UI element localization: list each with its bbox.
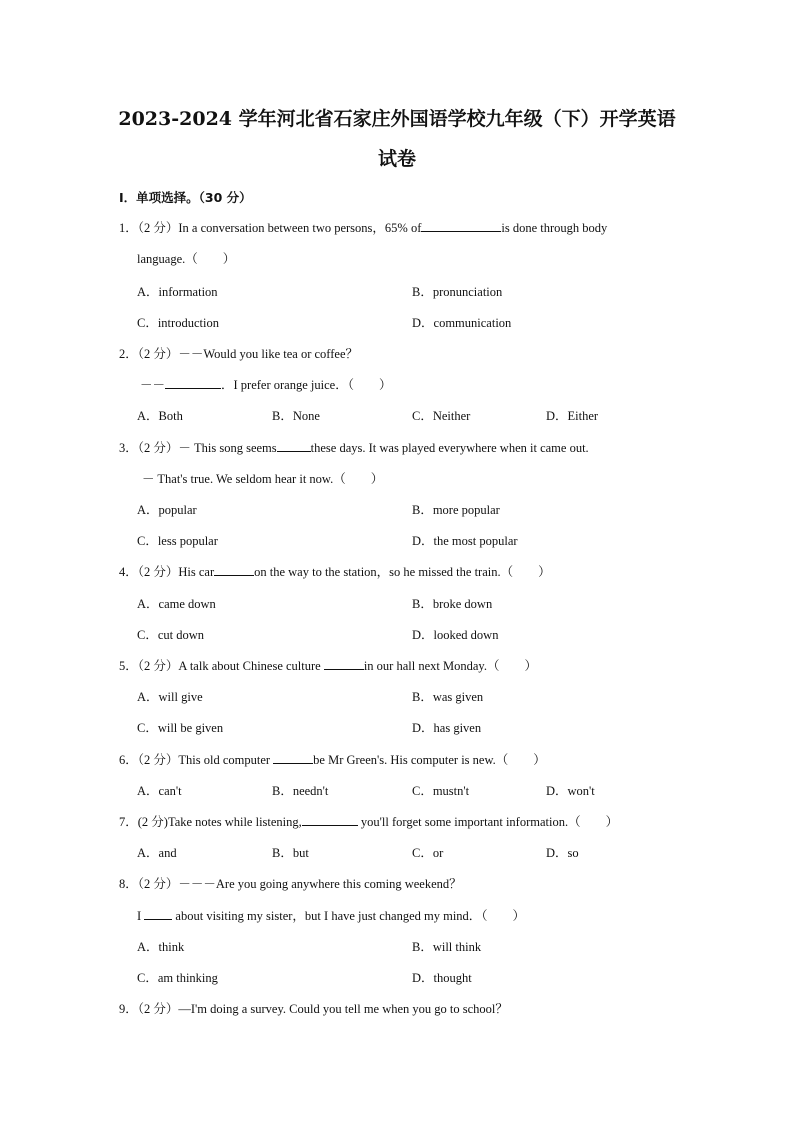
- q6-option-c[interactable]: C．mustn't: [412, 784, 470, 798]
- question-9: 9．（2 分）—I'm doing a survey. Could you tell me when you go to school？: [119, 1002, 508, 1016]
- q7-option-d[interactable]: D．so: [546, 846, 579, 860]
- q2-option-c[interactable]: C．Neither: [412, 409, 471, 423]
- q4-option-b[interactable]: B．broke down: [412, 597, 493, 611]
- page-title-line1: 2023-2024 学年河北省石家庄外国语学校九年级（下）开学英语: [118, 108, 676, 130]
- q3-option-a[interactable]: A．popular: [137, 503, 197, 517]
- q8-option-a[interactable]: A．think: [137, 940, 185, 954]
- q2-option-d[interactable]: D．Either: [546, 409, 599, 423]
- q8-option-b[interactable]: B．will think: [412, 940, 482, 954]
- question-8-cont: I about visiting my sister，but I have just changed my mind．（ ）: [137, 909, 526, 923]
- q6-option-a[interactable]: A．can't: [137, 784, 182, 798]
- q8-option-d[interactable]: D．thought: [412, 971, 472, 985]
- answer-blank: [273, 751, 313, 764]
- question-3: 3．（2 分）－ This song seems these days. It was played everywhere when it came out.: [119, 441, 589, 455]
- answer-blank: [421, 219, 501, 232]
- question-4: 4．（2 分）His car on the way to the station，so he missed the train.（ ）: [119, 565, 551, 579]
- question-3-cont: － That's true. We seldom hear it now.（ ）: [142, 472, 384, 486]
- answer-blank: [144, 907, 172, 920]
- page-title-line2: 试卷: [377, 148, 416, 170]
- answer-blank: [277, 439, 311, 452]
- q3-option-d[interactable]: D．the most popular: [412, 534, 518, 548]
- answer-blank: [324, 657, 364, 670]
- question-5: 5．（2 分）A talk about Chinese culture in our hall next Monday.（ ）: [119, 659, 537, 673]
- q1-option-c[interactable]: C．introduction: [137, 316, 219, 330]
- q5-option-c[interactable]: C．will be given: [137, 721, 224, 735]
- q1-option-a[interactable]: A．information: [137, 285, 218, 299]
- q7-option-c[interactable]: C．or: [412, 846, 444, 860]
- question-1-cont: language.（ ）: [137, 252, 236, 266]
- q6-option-d[interactable]: D．won't: [546, 784, 595, 798]
- question-7: 7．(2 分)Take notes while listening, you'll forget some important information.（ ）: [119, 815, 619, 829]
- q1-option-b[interactable]: B．pronunciation: [412, 285, 503, 299]
- q5-option-d[interactable]: D．has given: [412, 721, 482, 735]
- question-1: 1．（2 分）In a conversation between two persons，65% of is done through body: [119, 221, 608, 235]
- q2-option-a[interactable]: A．Both: [137, 409, 183, 423]
- q4-option-c[interactable]: C．cut down: [137, 628, 205, 642]
- q2-option-b[interactable]: B．None: [272, 409, 320, 423]
- q8-option-c[interactable]: C．am thinking: [137, 971, 218, 985]
- answer-blank: [165, 376, 221, 389]
- question-2-cont: －－ ．I prefer orange juice．（ ）: [140, 378, 392, 392]
- q6-option-b[interactable]: B．needn't: [272, 784, 329, 798]
- q3-option-c[interactable]: C．less popular: [137, 534, 218, 548]
- q3-option-b[interactable]: B．more popular: [412, 503, 500, 517]
- section-heading: Ⅰ．单项选择。（30 分）: [119, 190, 252, 205]
- q5-option-a[interactable]: A．will give: [137, 690, 203, 704]
- q7-option-b[interactable]: B．but: [272, 846, 309, 860]
- q7-option-a[interactable]: A．and: [137, 846, 177, 860]
- answer-blank: [214, 563, 254, 576]
- question-2: 2．（2 分）－－Would you like tea or coffee？: [119, 347, 358, 361]
- question-8: 8．（2 分）－－－Are you going anywhere this coming weekend？: [119, 877, 462, 891]
- question-6: 6．（2 分）This old computer be Mr Green's. His computer is new.（ ）: [119, 753, 546, 767]
- answer-blank: [302, 813, 358, 826]
- q5-option-b[interactable]: B．was given: [412, 690, 484, 704]
- q1-option-d[interactable]: D．communication: [412, 316, 512, 330]
- q4-option-d[interactable]: D．looked down: [412, 628, 499, 642]
- q4-option-a[interactable]: A．came down: [137, 597, 216, 611]
